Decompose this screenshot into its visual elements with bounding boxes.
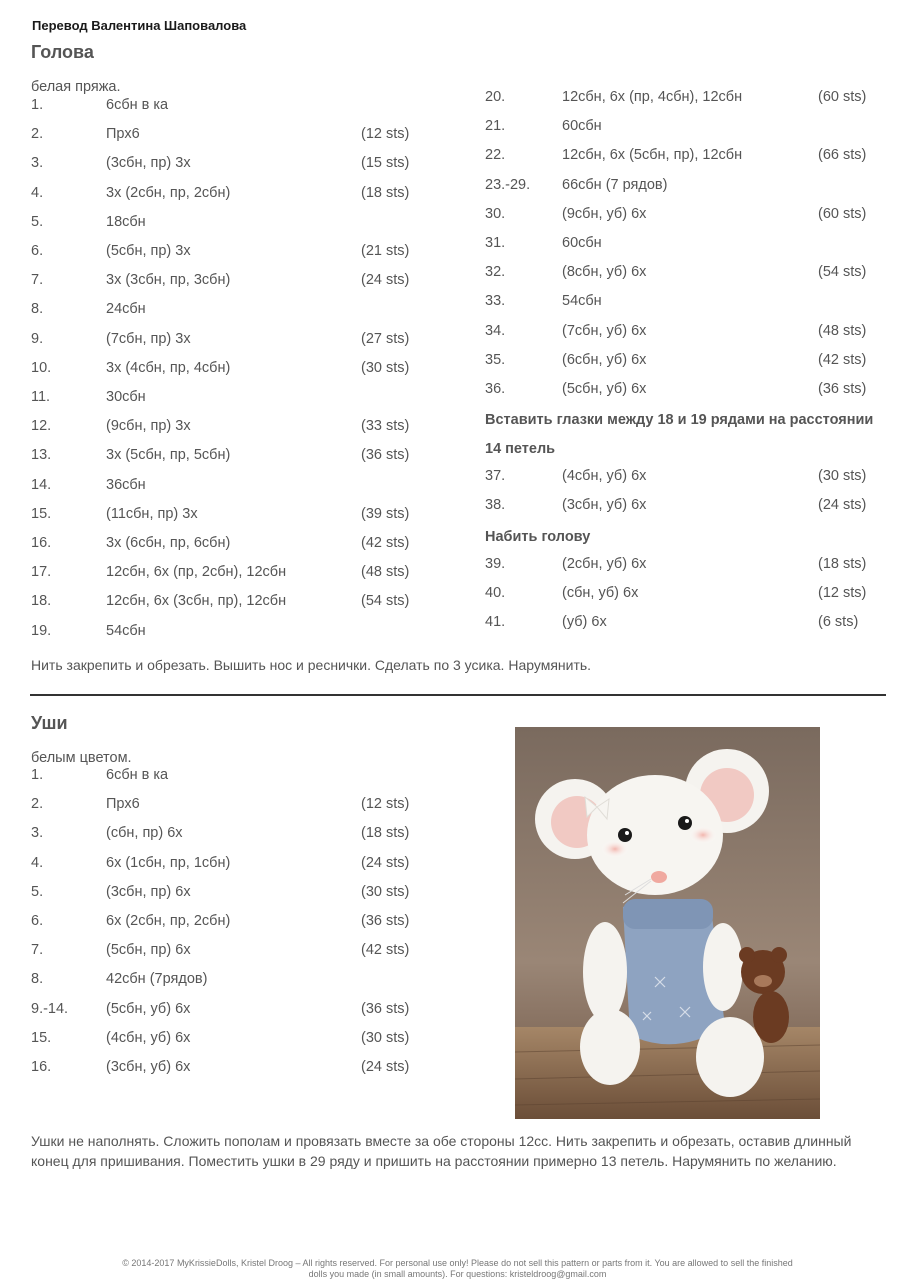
- ears-section-title: Уши: [31, 713, 68, 733]
- row-instruction: 30сбн: [106, 389, 146, 405]
- row-instruction: 42сбн (7рядов): [106, 971, 208, 988]
- row-number: 9.: [31, 330, 44, 347]
- pattern-row: [31, 360, 426, 382]
- row-instruction: 3х (4сбн, пр, 4сбн): [106, 359, 231, 376]
- pattern-row: [31, 1001, 426, 1023]
- row-instruction: 12сбн, 6х (пр, 2сбн), 12сбн: [106, 564, 287, 581]
- row-instruction: (уб) 6х: [562, 614, 607, 631]
- pattern-row: [485, 206, 880, 228]
- row-instruction: (4сбн, уб) 6х: [562, 468, 647, 484]
- pattern-row: [485, 556, 880, 578]
- row-number: 3.: [31, 155, 44, 172]
- row-stitch-count: (27 sts): [361, 330, 410, 347]
- pattern-row: [31, 971, 426, 993]
- head-section-title: Голова: [31, 42, 94, 62]
- pattern-row: [31, 1030, 426, 1052]
- row-number: 9.-14.: [31, 1000, 69, 1017]
- row-instruction: (сбн, уб) 6х: [562, 585, 639, 602]
- row-number: 23.-29.: [485, 176, 531, 193]
- row-number: 6.: [31, 913, 44, 929]
- pattern-row: [31, 243, 426, 265]
- row-number: 3.: [31, 825, 44, 842]
- pattern-row: [31, 913, 426, 935]
- pattern-row: [485, 381, 880, 403]
- row-stitch-count: (42 sts): [361, 942, 410, 959]
- row-instruction: (сбн, пр) 6х: [106, 825, 183, 842]
- row-stitch-count: (33 sts): [361, 418, 410, 435]
- pattern-row: [485, 89, 880, 111]
- row-stitch-count: (24 sts): [361, 854, 410, 871]
- row-instruction: 60сбн: [562, 118, 602, 135]
- pattern-row: [485, 177, 880, 199]
- pattern-row: [31, 155, 426, 177]
- row-number: 16.: [31, 1059, 52, 1075]
- ears-finish-text: Ушки не наполнять. Сложить пополам и провязать вместе за обе стороны 12сс. Нить закрепить и обрезать, оставив длинный конец для пришивания. Поместить ушки в 29 ряду и пришить на расстоянии примерно 13 петель. Нарумянить по желанию.: [31, 1133, 852, 1169]
- row-stitch-count: (48 sts): [818, 322, 867, 339]
- row-instruction: 6сбн в ка: [106, 767, 169, 783]
- row-number: 5.: [31, 213, 44, 230]
- row-instruction: (5сбн, пр) 3х: [106, 243, 191, 259]
- row-instruction: 3х (3сбн, пр, 3сбн): [106, 272, 231, 289]
- section-divider: [30, 694, 886, 696]
- row-instruction: 36сбн: [106, 476, 146, 493]
- row-number: 17.: [31, 564, 52, 581]
- row-number: 8.: [31, 971, 44, 988]
- row-instruction: 12сбн, 6х (3сбн, пр), 12сбн: [106, 593, 287, 610]
- row-number: 5.: [31, 883, 44, 900]
- row-number: 15.: [31, 505, 52, 522]
- pattern-row: [485, 293, 880, 315]
- row-number: 4.: [31, 184, 44, 201]
- row-number: 35.: [485, 351, 506, 368]
- translator-credit: Перевод Валентина Шаповалова: [32, 18, 247, 33]
- row-number: 41.: [485, 614, 506, 631]
- row-instruction: (8сбн, уб) 6х: [562, 264, 647, 281]
- row-instruction: (9сбн, пр) 3х: [106, 418, 191, 435]
- row-instruction: (5сбн, уб) 6х: [562, 381, 647, 397]
- row-stitch-count: (39 sts): [361, 505, 410, 522]
- row-instruction: 54сбн: [562, 293, 602, 310]
- pattern-row: [31, 884, 426, 906]
- pattern-row: [485, 352, 880, 374]
- row-stitch-count: (36 sts): [361, 1000, 410, 1017]
- row-instruction: (7сбн, пр) 3х: [106, 330, 191, 347]
- pattern-row: [31, 564, 426, 586]
- row-number: 36.: [485, 381, 506, 397]
- copyright-footer: [40, 1258, 875, 1280]
- pattern-row: [31, 767, 426, 789]
- row-number: 21.: [485, 118, 506, 135]
- row-number: 7.: [31, 272, 44, 289]
- row-instruction: 66сбн (7 рядов): [562, 176, 668, 193]
- row-instruction: (6сбн, уб) 6х: [562, 351, 647, 368]
- row-stitch-count: (60 sts): [818, 89, 867, 105]
- pattern-row: [31, 623, 426, 645]
- row-number: 16.: [31, 535, 52, 551]
- row-stitch-count: (12 sts): [818, 585, 867, 602]
- row-instruction: (7сбн, уб) 6х: [562, 322, 647, 339]
- row-number: 39.: [485, 556, 506, 572]
- row-instruction: 3х (2сбн, пр, 2сбн): [106, 184, 231, 201]
- row-stitch-count: (6 sts): [818, 614, 859, 631]
- row-number: 4.: [31, 854, 44, 871]
- row-number: 2.: [31, 796, 44, 813]
- row-stitch-count: (30 sts): [361, 883, 410, 900]
- mouse-photo: [515, 727, 820, 1119]
- row-instruction: Прх6: [106, 126, 140, 143]
- pattern-row: [31, 477, 426, 499]
- row-number: 1.: [31, 97, 44, 113]
- row-stitch-count: (42 sts): [361, 535, 410, 551]
- row-instruction: (2сбн, уб) 6х: [562, 556, 647, 572]
- row-number: 20.: [485, 89, 506, 105]
- row-instruction: 3х (6сбн, пр, 6сбн): [106, 535, 231, 551]
- pattern-row: [31, 593, 426, 615]
- stuff-head-note: Набить голову: [485, 529, 591, 545]
- pattern-row: [485, 264, 880, 286]
- pattern-row: [31, 331, 426, 353]
- pattern-row: [31, 97, 426, 119]
- pattern-row: [31, 447, 426, 469]
- row-number: 7.: [31, 942, 44, 959]
- pattern-row: [31, 825, 426, 847]
- pattern-row: [31, 796, 426, 818]
- footer-line-2: dolls you made (in small amounts). For questions: kristeldroog@gmail.com: [308, 1269, 607, 1279]
- row-number: 19.: [31, 622, 52, 639]
- row-stitch-count: (18 sts): [818, 556, 867, 572]
- footer-line-1: © 2014-2017 MyKrissieDolls, Kristel Droog – All rights reserved. For personal use only! Please do not sell this pattern or parts from it. You are allowed to sell the finished: [122, 1258, 793, 1268]
- pattern-row: [31, 855, 426, 877]
- pattern-row: [31, 418, 426, 440]
- row-stitch-count: (30 sts): [361, 359, 410, 376]
- row-instruction: (3сбн, пр) 3х: [106, 155, 191, 172]
- row-instruction: 18сбн: [106, 213, 146, 230]
- row-number: 30.: [485, 205, 506, 222]
- pattern-row: [31, 301, 426, 323]
- row-stitch-count: (60 sts): [818, 205, 867, 222]
- pattern-row: [31, 506, 426, 528]
- pattern-row: [31, 214, 426, 236]
- pattern-row: [485, 468, 880, 490]
- pattern-row: [31, 272, 426, 294]
- row-stitch-count: (66 sts): [818, 147, 867, 164]
- row-instruction: 6сбн в ка: [106, 97, 169, 113]
- pattern-row: [485, 614, 880, 636]
- row-stitch-count: (42 sts): [818, 351, 867, 368]
- row-stitch-count: (12 sts): [361, 126, 410, 143]
- pattern-row: [31, 185, 426, 207]
- row-stitch-count: (36 sts): [818, 381, 867, 397]
- row-stitch-count: (15 sts): [361, 155, 410, 172]
- row-stitch-count: (30 sts): [361, 1029, 410, 1046]
- pattern-row: [31, 942, 426, 964]
- row-instruction: (3сбн, пр) 6х: [106, 883, 191, 900]
- row-stitch-count: (18 sts): [361, 825, 410, 842]
- row-number: 18.: [31, 593, 52, 610]
- pattern-row: [31, 535, 426, 557]
- row-number: 10.: [31, 359, 52, 376]
- pattern-row: [485, 497, 880, 519]
- row-number: 6.: [31, 243, 44, 259]
- row-number: 32.: [485, 264, 506, 281]
- row-number: 15.: [31, 1029, 52, 1046]
- head-yarn-intro: белая пряжа.: [31, 79, 121, 95]
- pattern-row: [485, 235, 880, 257]
- row-stitch-count: (54 sts): [818, 264, 867, 281]
- pattern-row: [485, 323, 880, 345]
- row-number: 14.: [31, 476, 52, 493]
- row-stitch-count: (24 sts): [361, 272, 410, 289]
- row-number: 12.: [31, 418, 52, 435]
- pattern-row: [31, 1059, 426, 1081]
- pattern-row: [485, 118, 880, 140]
- row-number: 33.: [485, 293, 506, 310]
- row-number: 40.: [485, 585, 506, 602]
- row-instruction: (3сбн, уб) 6х: [106, 1059, 191, 1075]
- row-instruction: 12сбн, 6х (5сбн, пр), 12сбн: [562, 147, 743, 164]
- row-instruction: 3х (5сбн, пр, 5сбн): [106, 447, 231, 464]
- row-instruction: (9сбн, уб) 6х: [562, 205, 647, 222]
- row-stitch-count: (24 sts): [818, 497, 867, 514]
- row-number: 11.: [31, 389, 51, 405]
- row-instruction: (5сбн, пр) 6х: [106, 942, 191, 959]
- row-number: 31.: [485, 235, 506, 251]
- ears-yarn-intro: белым цветом.: [31, 750, 132, 766]
- row-instruction: (4сбн, уб) 6х: [106, 1029, 191, 1046]
- row-stitch-count: (36 sts): [361, 447, 410, 464]
- row-number: 38.: [485, 497, 506, 514]
- row-instruction: 24сбн: [106, 301, 146, 318]
- head-finish-text: Нить закрепить и обрезать. Вышить нос и реснички. Сделать по 3 усика. Нарумянить.: [31, 657, 592, 673]
- row-stitch-count: (18 sts): [361, 184, 410, 201]
- row-instruction: 6х (2сбн, пр, 2сбн): [106, 913, 231, 929]
- pattern-row: [31, 389, 426, 411]
- row-number: 1.: [31, 767, 44, 783]
- row-stitch-count: (36 sts): [361, 913, 410, 929]
- row-instruction: (3сбн, уб) 6х: [562, 497, 647, 514]
- row-instruction: (5сбн, уб) 6х: [106, 1000, 191, 1017]
- row-stitch-count: (21 sts): [361, 243, 410, 259]
- pattern-row: [485, 585, 880, 607]
- row-instruction: Прх6: [106, 796, 140, 813]
- row-instruction: 6х (1сбн, пр, 1сбн): [106, 854, 231, 871]
- row-instruction: 54сбн: [106, 622, 146, 639]
- row-number: 13.: [31, 447, 52, 464]
- row-stitch-count: (12 sts): [361, 796, 410, 813]
- eyes-note: Вставить глазки между 18 и 19 рядами на расстоянии 14 петель: [485, 412, 874, 457]
- row-number: 8.: [31, 301, 44, 318]
- row-instruction: 12сбн, 6х (пр, 4сбн), 12сбн: [562, 89, 743, 105]
- row-stitch-count: (48 sts): [361, 564, 410, 581]
- row-number: 2.: [31, 126, 44, 143]
- pattern-row: [485, 147, 880, 169]
- row-number: 22.: [485, 147, 506, 164]
- row-instruction: (11сбн, пр) 3х: [106, 505, 198, 522]
- row-stitch-count: (24 sts): [361, 1059, 410, 1075]
- row-stitch-count: (30 sts): [818, 468, 867, 484]
- row-instruction: 60сбн: [562, 235, 602, 251]
- pattern-row: [31, 126, 426, 148]
- row-stitch-count: (54 sts): [361, 593, 410, 610]
- row-number: 37.: [485, 468, 506, 484]
- row-number: 34.: [485, 322, 506, 339]
